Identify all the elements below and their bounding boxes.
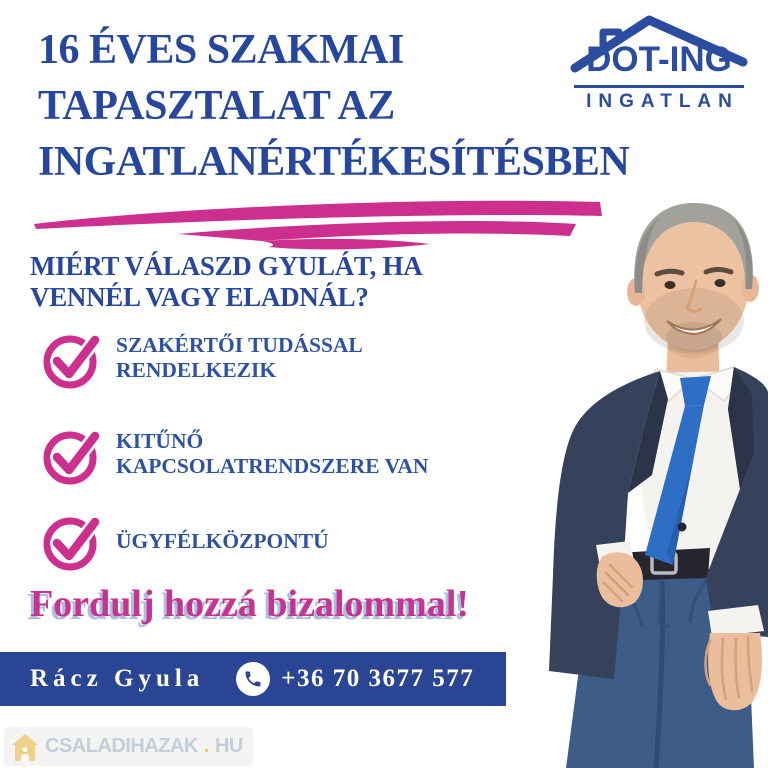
check-circle-icon [42,512,102,572]
phone-icon [236,662,270,696]
house-icon [11,732,39,762]
checklist-item-expertise [42,330,363,390]
headline-line-3: INGATLANÉRTÉKESÍTÉSBEN [38,139,630,185]
checklist-item-line: RENDELKEZIK [116,358,277,382]
headline [38,22,629,190]
contact-bar [0,652,506,706]
checklist-item-line: KAPCSOLATRENDSZERE VAN [116,454,429,478]
checklist-item-text [116,330,363,390]
check-circle-icon [42,330,102,390]
logo-tagline: INGATLAN [586,91,739,112]
headline-line-2: TAPASZTALAT AZ [38,83,395,129]
checklist-item-line: KITŰNŐ [116,429,204,453]
watermark-tld: HU [214,735,243,757]
checklist-item-line: SZAKÉRTŐI TUDÁSSAL [116,333,363,357]
logo-divider [574,85,744,88]
watermark [4,727,253,766]
phone-number: +36 70 3677 577 [281,665,475,692]
watermark-dot: . [203,735,209,757]
question-line-1: MIÉRT VÁLASZD GYULÁT, HA [30,251,423,281]
question-heading [30,251,422,313]
check-circle-icon [42,426,102,486]
checklist-item-client-focused [42,512,329,572]
headline-line-1: 16 ÉVES SZAKMAI [38,27,404,73]
agent-name: Rácz Gyula [30,665,205,692]
logo-brand: DOT-ING [586,40,732,79]
checklist-item-network [42,426,428,486]
dot-ing-logo [566,12,752,116]
checklist-item-line: ÜGYFÉLKÖZPONTÚ [116,529,329,553]
agent-photo [510,195,768,768]
cta-text: Fordulj hozzá bizalommal! [30,583,470,625]
checklist-item-text [116,426,428,486]
checklist-item-text [116,512,329,572]
watermark-site: CSALADIHAZAK [45,735,198,757]
question-line-2: VENNÉL VAGY ELADNÁL? [30,282,369,312]
phone-group [236,662,474,696]
